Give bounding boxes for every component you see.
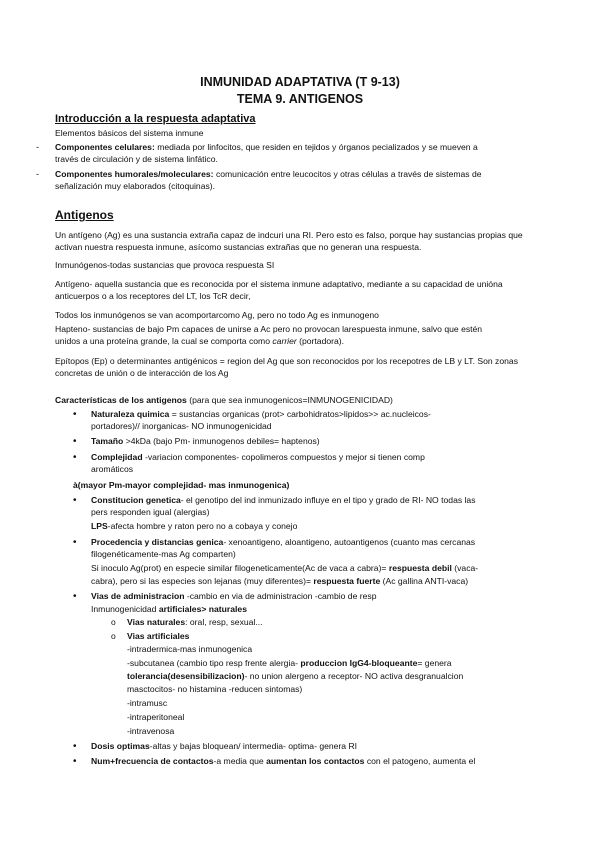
constitucion-item-cont: pers responden igual (alergias): [91, 507, 210, 517]
via-intraperitoneal: -intraperitoneal: [127, 712, 185, 722]
via-intravenosa: -intravenosa: [127, 726, 175, 736]
intro-bullet-2-cont: señalización muy elaborados (citoquinas).: [55, 181, 216, 191]
antigenos-heading: Antigenos: [55, 208, 114, 222]
bullet-dot: •: [73, 537, 77, 548]
bullet-dot: •: [73, 436, 77, 447]
via-subcutanea-masctocitos: masctocitos- no histamina -reducen sintomas): [127, 684, 303, 694]
antigenos-p5: Hapteno- sustancias de bajo Pm capaces de unirse a Ac pero no provocan larespuesta inmune, salvo que estén: [55, 324, 483, 334]
document-subtitle: TEMA 9. ANTIGENOS: [236, 92, 364, 106]
dash-bullet: -: [36, 169, 39, 179]
antigenos-p1: Un antígeno (Ag) es una sustancia extraña capaz de indcuri una RI. Pero esto es falso, porque hay sustancias propias que: [55, 230, 523, 240]
via-intradermica: -intradermica-mas inmunogenica: [127, 644, 253, 654]
dash-bullet: -: [36, 142, 39, 152]
inmunogenicidad-note: Inmunogenicidad artificiales> naturales: [91, 604, 247, 614]
bullet-dot: •: [73, 409, 77, 420]
bullet-dot: •: [73, 756, 77, 767]
antigenos-p6: Epítopos (Ep) o determinantes antigénicos = region del Ag que son reconocidos por los recepotres de LB y LT. Son zonas: [55, 356, 518, 366]
antigenos-p1-cont: activan nuestra respuesta inmune, asícomo sustancias extrañas que no generan una respuesta.: [55, 242, 422, 252]
antigenos-p2: Inmunógenos-todas sustancias que provoca respuesta SI: [55, 260, 275, 270]
antigenos-p3: Antígeno- aquella sustancia que es reconocida por el sistema inmune adaptativo, mediante a su capacidad de unióna: [55, 279, 503, 289]
naturaleza-item: Naturaleza quimica = sustancias organicas (prot> carbohidratos>lipidos>> ac.nucleicos-: [91, 409, 431, 419]
complejidad-item: Complejidad -variacion componentes- copolimeros compuestos y mejor si tienen comp: [91, 452, 425, 462]
antigenos-p3-cont: anticuerpos o a los receptores del LT, los TcR decir,: [55, 291, 251, 301]
bullet-dot: •: [73, 591, 77, 602]
bullet-dot: •: [73, 495, 77, 506]
caracteristicas-heading: Características de los antigenos (para que sea inmunogenicos=INMUNOGENICIDAD): [55, 395, 393, 405]
contactos-item: Num+frecuencia de contactos-a media que aumentan los contactos con el patogeno, aumenta el: [91, 756, 476, 766]
lps-note: LPS-afecta hombre y raton pero no a cobaya y conejo: [91, 521, 298, 531]
vias-naturales: Vias naturales: oral, resp, sexual...: [127, 617, 263, 627]
antigenos-p6-cont: concretas de unión o de interacción de los Ag: [55, 368, 229, 378]
document-title: INMUNIDAD ADAPTATIVA (T 9-13): [200, 75, 400, 89]
procedencia-item: Procedencia y distancias genica- xenoantigeno, aloantigeno, autoantigenos (cuanto mas cercanas: [91, 537, 476, 547]
bullet-dot: •: [73, 452, 77, 463]
procedencia-example: Si inoculo Ag(prot) en especie similar filogeneticamente(Ac de vaca a cabra)= respuesta debil (vaca-: [91, 563, 479, 573]
procedencia-example-cont: cabra), pero si las especies son lejanas (muy diferentes)= respuesta fuerte (Ac gallina ANTI-vaca): [91, 576, 469, 586]
mayor-pm-note: à(mayor Pm-mayor complejidad- mas inmunogenica): [73, 480, 290, 490]
intro-bullet-2: Componentes humorales/moleculares: comunicación entre leucocitos y otras células a través de sistemas de: [55, 169, 482, 179]
bullet-dot: •: [73, 741, 77, 752]
intro-bullet-1-cont: través de circulación y de sistema linfático.: [55, 154, 218, 164]
constitucion-item: Constitucion genetica- el genotipo del ind inmunizado influye en el tipo y grado de RI- NO todas las: [91, 495, 476, 505]
tamano-item: Tamaño >4kDa (bajo Pm- inmunogenos debiles= haptenos): [91, 436, 320, 446]
antigenos-p4: Todos los inmunógenos se van acomportarcomo Ag, pero no todo Ag es inmunogeno: [55, 310, 379, 320]
intro-heading: Introducción a la respuesta adaptativa: [55, 113, 256, 125]
complejidad-item-cont: aromáticos: [91, 464, 134, 474]
via-intramusc: -intramusc: [127, 698, 168, 708]
via-subcutanea-tolerancia: tolerancia(desensibilizacion)- no union alergeno a receptor- NO activa desgranualcion: [127, 671, 464, 681]
procedencia-item-cont: filogenéticamente-mas Ag comparten): [91, 549, 236, 559]
vias-item: Vias de administracion -cambio en via de administracion -cambio de resp: [91, 591, 377, 601]
intro-bullet-1: Componentes celulares: mediada por linfocitos, que residen en tejidos y órganos pecializados y se mueven a: [55, 142, 478, 152]
circle-bullet: o: [111, 617, 116, 627]
circle-bullet: o: [111, 631, 116, 641]
via-subcutanea: -subcutanea (cambio tipo resp frente alergia- produccion IgG4-bloqueante= genera: [127, 658, 452, 668]
vias-artificiales: Vias artificiales: [127, 631, 190, 641]
antigenos-p5-cont: unidos a una proteína grande, la cual se comporta como carrier (portadora).: [55, 336, 345, 346]
intro-subheading: Elementos básicos del sistema inmune: [55, 128, 204, 138]
naturaleza-item-cont: portadores)// inorganicas- NO inmunogenicidad: [91, 421, 272, 431]
dosis-item: Dosis optimas-altas y bajas bloquean/ intermedia- optima- genera RI: [91, 741, 358, 751]
